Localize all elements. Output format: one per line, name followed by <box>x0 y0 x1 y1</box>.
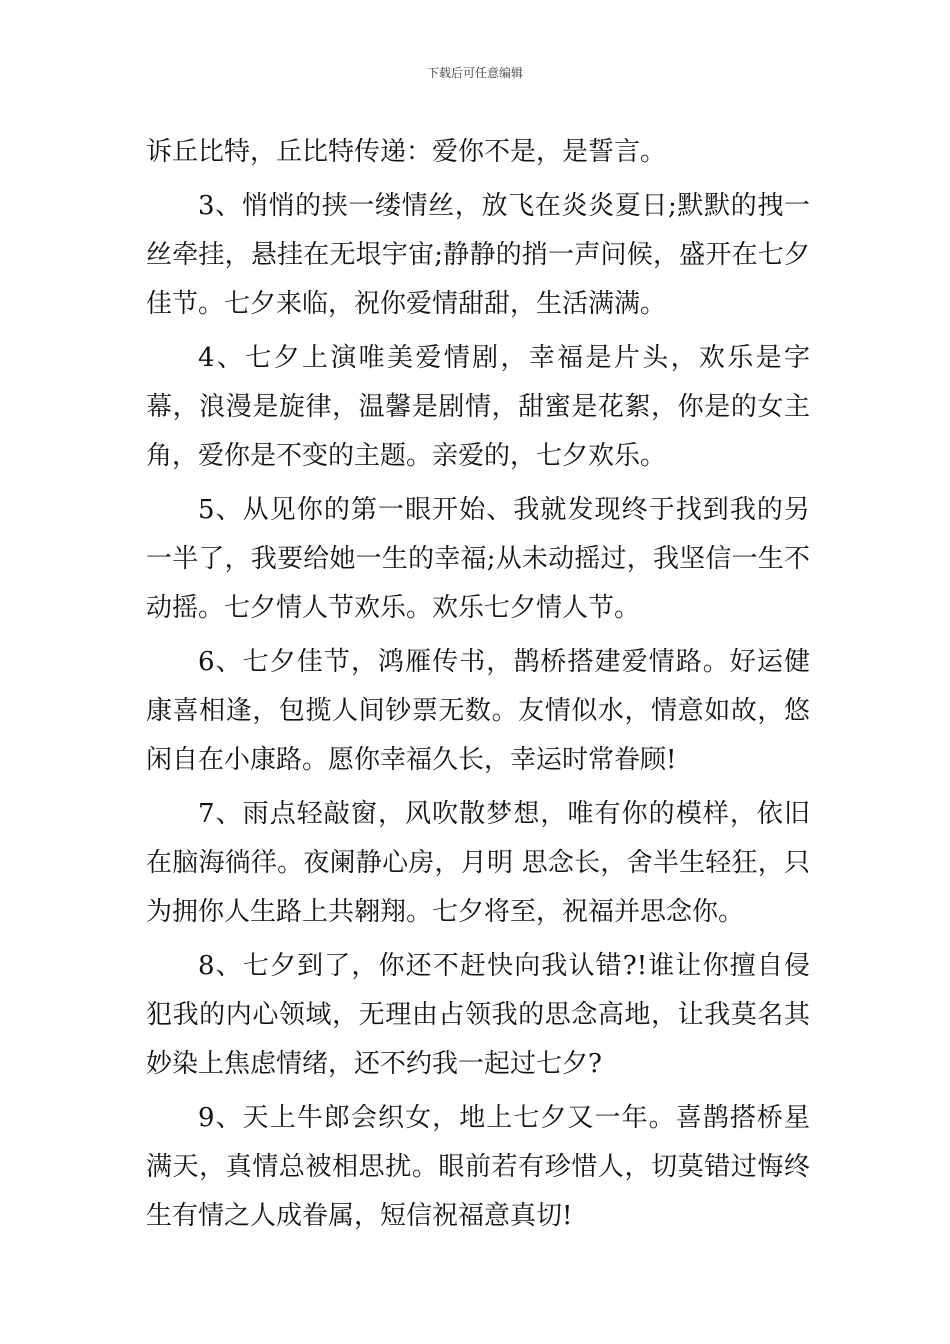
page-header: 下载后可任意编辑 <box>426 66 523 80</box>
paragraph-6: 6、七夕佳节，鸿雁传书，鹊桥搭建爱情路。好运健康喜相逢，包揽人间钞票无数。友情似水，情意如故，悠闲自在小康路。愿你幸福久长，幸运时常眷顾! <box>146 647 810 775</box>
document-body <box>146 128 810 1246</box>
paragraph-3: 3、悄悄的挟一缕情丝，放飞在炎炎夏日;默默的拽一丝牵挂，悬挂在无垠宇宙;静静的捎一声问候，盛开在七夕佳节。七夕来临，祝你爱情甜甜，生活满满。 <box>146 191 810 319</box>
paragraph-7: 7、雨点轻敲窗，风吹散梦想，唯有你的模样，依旧在脑海徜徉。夜阑静心房，月明 思念长，舍半生轻狂，只为拥你人生路上共翱翔。七夕将至，祝福并思念你。 <box>146 799 810 927</box>
paragraph-5: 5、从见你的第一眼开始、我就发现终于找到我的另一半了，我要给她一生的幸福;从未动摇过，我坚信一生不动摇。七夕情人节欢乐。欢乐七夕情人节。 <box>146 495 810 623</box>
paragraph-continued: 诉丘比特，丘比特传递：爱你不是，是誓言。 <box>146 137 667 167</box>
paragraph-9: 9、天上牛郎会织女，地上七夕又一年。喜鹊搭桥星满天，真情总被相思扰。眼前若有珍惜人，切莫错过悔终生有情之人成眷属，短信祝福意真切! <box>146 1103 810 1231</box>
paragraph-8: 8、七夕到了，你还不赶快向我认错?!谁让你擅自侵犯我的内心领域，无理由占领我的思念高地，让我莫名其妙染上焦虑情绪，还不约我一起过七夕? <box>146 951 810 1079</box>
paragraph-4: 4、七夕上演唯美爱情剧，幸福是片头，欢乐是字幕，浪漫是旋律，温馨是剧情，甜蜜是花絮，你是的女主角，爱你是不变的主题。亲爱的，七夕欢乐。 <box>146 343 810 471</box>
